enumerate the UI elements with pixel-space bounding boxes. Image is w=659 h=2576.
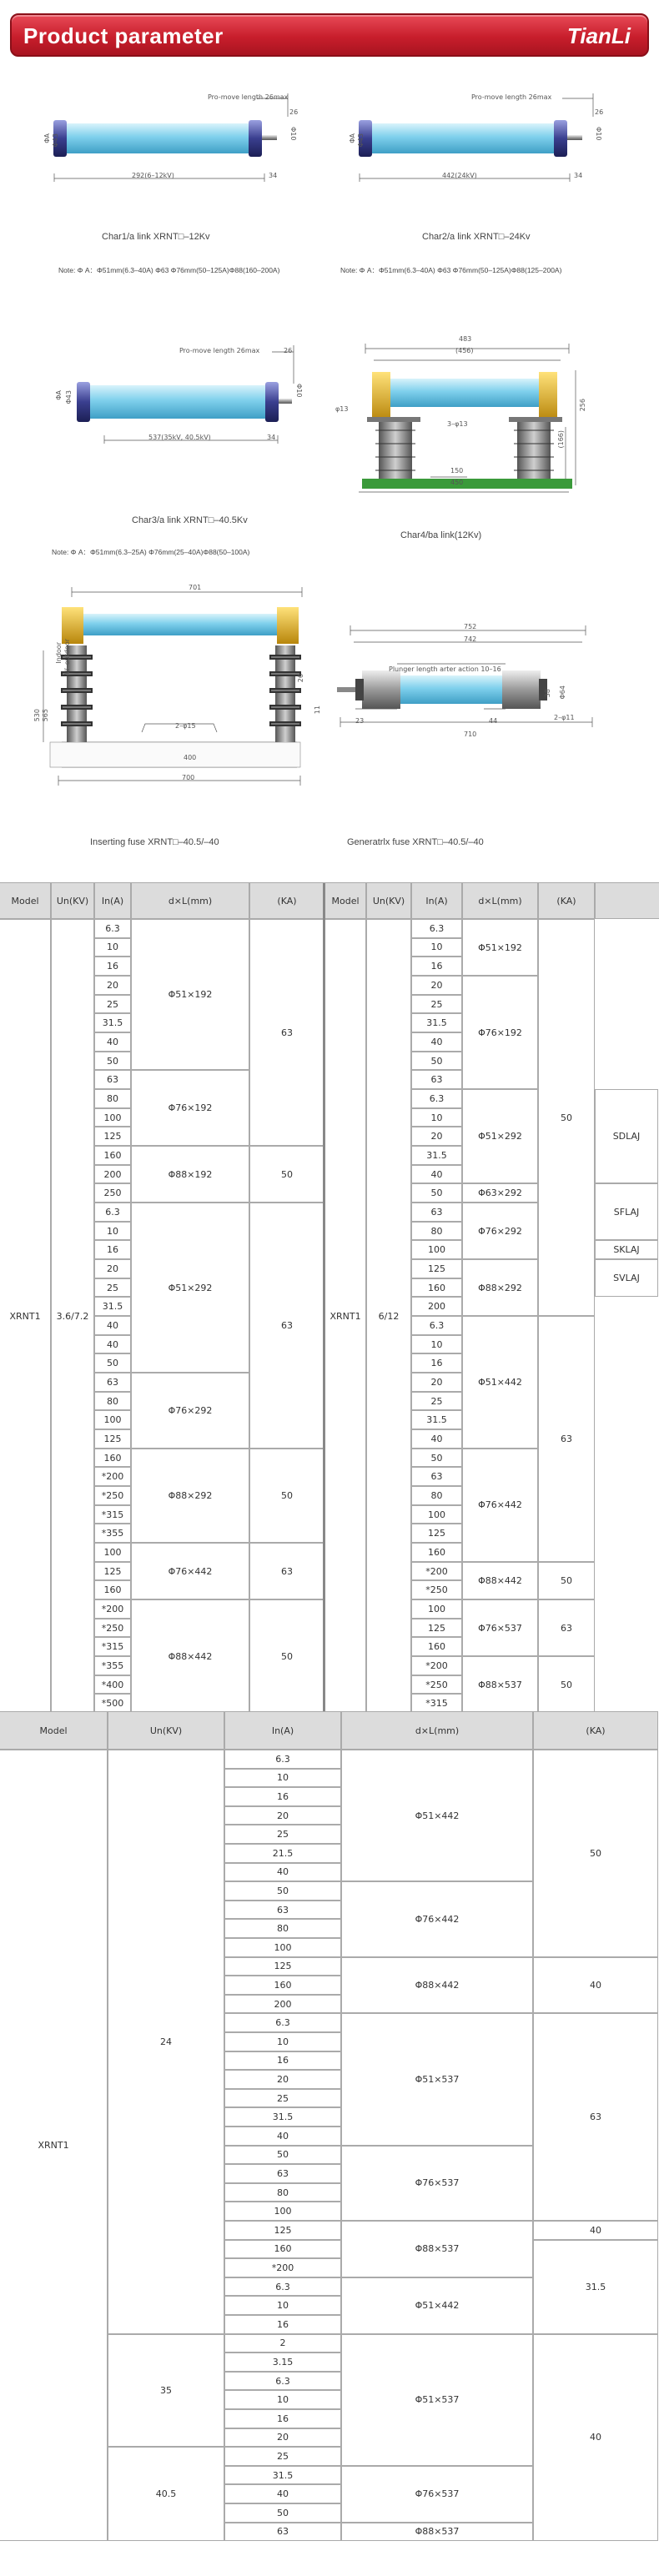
- in-cell: 16: [411, 1353, 462, 1373]
- in-cell: 160: [94, 1580, 131, 1599]
- in-cell: 80: [94, 1089, 131, 1108]
- in-cell: 80: [411, 1486, 462, 1505]
- in-cell: *250: [94, 1619, 131, 1638]
- dl-cell: Φ76×537: [341, 2146, 533, 2221]
- dim-10-2: Φ10: [595, 127, 602, 141]
- dim-43-3: Φ43: [65, 390, 73, 404]
- fuse-drawing-2: [330, 83, 659, 250]
- dim-483: 483: [459, 335, 472, 343]
- in-cell: 160: [94, 1146, 131, 1165]
- dim-26-2: 26: [595, 108, 604, 116]
- dl-cell: Φ88×537: [341, 2523, 533, 2542]
- in-cell: 50: [94, 1052, 131, 1071]
- model-cell: XRNT1: [324, 919, 366, 1713]
- table1-header-8: d×L(mm): [462, 882, 538, 919]
- in-cell: *200: [94, 1599, 131, 1619]
- dl-cell: Φ51×292: [131, 1203, 249, 1373]
- un-cell: 6/12: [366, 919, 411, 1713]
- in-cell: 16: [411, 957, 462, 976]
- in-cell: *200: [94, 1467, 131, 1486]
- in-cell: 200: [94, 1165, 131, 1184]
- un-cell: 24: [108, 1750, 224, 2334]
- in-cell: 31.5: [411, 1146, 462, 1165]
- in-cell: 160: [224, 2240, 341, 2259]
- fuse-drawing-1: [0, 83, 330, 250]
- dim-10-3: Φ10: [295, 384, 303, 398]
- dim-a-2: ΦA: [349, 133, 356, 143]
- side-label-cell: SFLAJ: [595, 1183, 658, 1240]
- table1-header-7: In(A): [411, 882, 462, 919]
- header-banner: [10, 13, 649, 57]
- ka-cell: 63: [249, 1543, 324, 1599]
- in-cell: 20: [94, 1259, 131, 1278]
- dl-cell: Φ76×537: [462, 1599, 538, 1656]
- dim-150: 150: [450, 467, 464, 475]
- dim-length-1: 292(6–12kV): [132, 172, 174, 179]
- ka-cell: 40: [533, 2221, 658, 2240]
- table1-header-blank: [595, 882, 659, 919]
- dl-cell: Φ88×537: [462, 1656, 538, 1713]
- dim-752: 752: [464, 623, 477, 630]
- dl-cell: Φ76×192: [131, 1070, 249, 1146]
- dl-cell: Φ88×192: [131, 1146, 249, 1203]
- in-cell: 50: [224, 2146, 341, 2165]
- ka-cell: 31.5: [533, 2240, 658, 2334]
- in-cell: 25: [94, 1278, 131, 1298]
- in-cell: 10: [224, 2296, 341, 2315]
- ka-cell: 50: [538, 1562, 595, 1599]
- in-cell: 25: [94, 995, 131, 1014]
- dim-10-1: Φ10: [289, 127, 297, 141]
- in-cell: *250: [94, 1486, 131, 1505]
- dl-cell: Φ51×537: [341, 2334, 533, 2466]
- in-cell: 6.3: [94, 919, 131, 938]
- dim-length-2: 442(24kV): [442, 172, 477, 179]
- in-cell: 20: [94, 976, 131, 995]
- in-cell: 125: [224, 1957, 341, 1976]
- in-cell: 20: [224, 2070, 341, 2089]
- ka-cell: 40: [533, 2334, 658, 2542]
- table2-header-1: Un(KV): [108, 1711, 224, 1750]
- in-cell: 10: [224, 2032, 341, 2051]
- dim-166: (166): [557, 430, 565, 449]
- in-cell: 31.5: [411, 1013, 462, 1032]
- in-cell: 6.3: [224, 2013, 341, 2032]
- table1-header-9: (KA): [538, 882, 595, 919]
- in-cell: 16: [224, 2051, 341, 2071]
- ka-cell: 63: [538, 1599, 595, 1656]
- in-cell: 50: [411, 1052, 462, 1071]
- in-cell: 100: [224, 1938, 341, 1957]
- in-cell: 31.5: [411, 1410, 462, 1429]
- dim-530: 530: [33, 709, 41, 722]
- in-cell: 6.3: [224, 2372, 341, 2391]
- dl-cell: Φ51×442: [341, 2277, 533, 2334]
- plunger-label: Plunger length arter action 10–16: [389, 665, 501, 673]
- in-cell: 25: [411, 1392, 462, 1411]
- caption-chart-5: Inserting fuse XRNT□–40.5/–40: [90, 837, 219, 847]
- in-cell: 16: [224, 2409, 341, 2428]
- in-cell: 100: [94, 1543, 131, 1562]
- fuse-drawing-5: [50, 584, 334, 801]
- ka-cell: 63: [249, 1203, 324, 1449]
- in-cell: 40: [224, 2484, 341, 2503]
- in-cell: *250: [411, 1580, 462, 1599]
- in-cell: 31.5: [94, 1297, 131, 1316]
- table2-header-0: Model: [0, 1711, 108, 1750]
- in-cell: 63: [224, 2164, 341, 2183]
- in-cell: *315: [94, 1505, 131, 1524]
- in-cell: 160: [224, 1976, 341, 1995]
- un-cell: 3.6/7.2: [51, 919, 94, 1713]
- in-cell: 10: [224, 2390, 341, 2409]
- promove-label-1: Pro-move length 26max: [208, 93, 289, 101]
- dim-2x15: 2–φ15: [175, 722, 196, 730]
- in-cell: 10: [411, 1108, 462, 1127]
- in-cell: 20: [224, 1806, 341, 1825]
- table1-header-5: Model: [324, 882, 366, 919]
- in-cell: 63: [94, 1373, 131, 1392]
- in-cell: 40: [94, 1335, 131, 1354]
- dim-256: 256: [579, 399, 586, 412]
- ka-cell: 50: [249, 1146, 324, 1203]
- in-cell: 25: [224, 2447, 341, 2466]
- in-cell: *315: [411, 1694, 462, 1713]
- dim-26-6: 26: [297, 674, 304, 683]
- dim-43-1: Φ43: [52, 133, 59, 148]
- in-cell: 125: [411, 1524, 462, 1543]
- dl-cell: Φ88×537: [341, 2221, 533, 2277]
- in-cell: 80: [224, 2183, 341, 2202]
- dl-cell: Φ76×292: [462, 1203, 538, 1259]
- in-cell: 160: [94, 1449, 131, 1468]
- fuse-drawing-3: [0, 334, 330, 475]
- note-1: Note: Φ A：Φ51mm(6.3–40A) Φ63 Φ76mm(50–125A)Φ88(160–200A): [58, 266, 280, 274]
- in-cell: 80: [411, 1222, 462, 1241]
- in-cell: 6.3: [224, 2277, 341, 2297]
- in-cell: 100: [411, 1599, 462, 1619]
- dl-cell: Φ88×442: [341, 1957, 533, 2014]
- un-cell: 35: [108, 2334, 224, 2448]
- in-cell: 40: [411, 1429, 462, 1449]
- in-cell: *200: [411, 1656, 462, 1675]
- dl-cell: Φ51×442: [341, 1750, 533, 1881]
- in-cell: 160: [411, 1637, 462, 1656]
- in-cell: 10: [94, 1222, 131, 1241]
- in-cell: 40: [411, 1032, 462, 1052]
- dim-23: 23: [355, 717, 365, 725]
- in-cell: 63: [411, 1070, 462, 1089]
- table1-divider: [323, 883, 325, 1714]
- in-cell: 125: [411, 1619, 462, 1638]
- table1-header-3: d×L(mm): [131, 882, 249, 919]
- in-cell: 2: [224, 2334, 341, 2353]
- in-cell: 25: [224, 1825, 341, 1844]
- in-cell: 25: [411, 995, 462, 1014]
- in-cell: 3.15: [224, 2353, 341, 2372]
- in-cell: 100: [411, 1505, 462, 1524]
- dl-cell: Φ63×292: [462, 1183, 538, 1203]
- in-cell: 40: [94, 1316, 131, 1335]
- in-cell: 6.3: [411, 1089, 462, 1108]
- in-cell: 63: [411, 1467, 462, 1486]
- in-cell: 100: [411, 1240, 462, 1259]
- in-cell: 31.5: [224, 2107, 341, 2127]
- in-cell: 21.5: [224, 1844, 341, 1863]
- dl-cell: Φ76×292: [131, 1373, 249, 1449]
- label-outdoor: W–outdoor: [63, 639, 71, 675]
- promove-label-3: Pro-move length 26max: [179, 347, 260, 354]
- dl-cell: Φ51×192: [131, 919, 249, 1070]
- in-cell: 125: [94, 1429, 131, 1449]
- dim-11-6: 11: [314, 706, 321, 715]
- in-cell: 50: [224, 2503, 341, 2523]
- table2-header-3: d×L(mm): [341, 1711, 533, 1750]
- ka-cell: 63: [538, 1316, 595, 1562]
- note-2: Note: Φ A：Φ51mm(6.3–40A) Φ63 Φ76mm(50–125A)Φ88(125–200A): [340, 266, 562, 274]
- in-cell: *315: [94, 1637, 131, 1656]
- dim-34-3: 34: [267, 434, 276, 441]
- in-cell: 50: [94, 1353, 131, 1373]
- dl-cell: Φ88×442: [131, 1599, 249, 1713]
- in-cell: 100: [224, 2202, 341, 2221]
- dim-701: 701: [189, 584, 202, 591]
- in-cell: 6.3: [224, 1750, 341, 1769]
- in-cell: 16: [94, 957, 131, 976]
- dim-13: φ13: [335, 405, 349, 413]
- page-title: Product parameter: [23, 23, 224, 48]
- dim-43-2: Φ43: [357, 133, 365, 148]
- dl-cell: Φ76×442: [462, 1449, 538, 1562]
- in-cell: 125: [94, 1127, 131, 1146]
- in-cell: 40: [224, 2127, 341, 2146]
- fuse-drawing-6: [334, 625, 634, 751]
- dl-cell: Φ76×442: [131, 1543, 249, 1599]
- dim-a-1: ΦA: [43, 133, 51, 143]
- in-cell: *200: [411, 1562, 462, 1581]
- dl-cell: Φ51×442: [462, 1316, 538, 1449]
- in-cell: *500: [94, 1694, 131, 1713]
- dim-565: 565: [42, 709, 49, 722]
- in-cell: 16: [224, 2315, 341, 2334]
- dl-cell: Φ88×292: [462, 1259, 538, 1316]
- table2-header-4: (KA): [533, 1711, 658, 1750]
- dl-cell: Φ51×537: [341, 2013, 533, 2145]
- in-cell: 10: [94, 938, 131, 957]
- in-cell: 50: [224, 1881, 341, 1901]
- model-cell: XRNT1: [0, 1750, 108, 2541]
- in-cell: 6.3: [411, 1316, 462, 1335]
- label-indoor: Indoor: [55, 642, 63, 664]
- in-cell: 20: [411, 1373, 462, 1392]
- caption-chart-1: Char1/a link XRNT□–12Kv: [102, 232, 210, 242]
- in-cell: *400: [94, 1675, 131, 1695]
- in-cell: 25: [224, 2089, 341, 2108]
- dim-2x11: 2–φ11: [554, 714, 575, 721]
- dl-cell: Φ88×292: [131, 1449, 249, 1543]
- dl-cell: Φ51×192: [462, 919, 538, 976]
- dim-456: (456): [455, 347, 474, 354]
- dl-cell: Φ88×442: [462, 1562, 538, 1599]
- in-cell: 31.5: [94, 1013, 131, 1032]
- in-cell: 40: [411, 1165, 462, 1184]
- ka-cell: 50: [249, 1449, 324, 1543]
- in-cell: 50: [411, 1449, 462, 1468]
- in-cell: 6.3: [94, 1203, 131, 1222]
- in-cell: 50: [411, 1183, 462, 1203]
- in-cell: 16: [224, 1787, 341, 1806]
- in-cell: 6.3: [411, 919, 462, 938]
- table1-header-4: (KA): [249, 882, 324, 919]
- in-cell: 20: [224, 2428, 341, 2448]
- dim-710: 710: [464, 731, 477, 738]
- in-cell: 125: [224, 2221, 341, 2240]
- in-cell: 40: [224, 1863, 341, 1882]
- dl-cell: Φ76×537: [341, 2466, 533, 2523]
- dl-cell: Φ76×192: [462, 976, 538, 1089]
- in-cell: 63: [94, 1070, 131, 1089]
- note-3: Note: Φ A：Φ51mm(6.3–25A) Φ76mm(25–40A)Φ88(50–100A): [52, 548, 250, 556]
- dim-34-1: 34: [269, 172, 278, 179]
- in-cell: 200: [411, 1297, 462, 1316]
- in-cell: 160: [411, 1278, 462, 1298]
- in-cell: 63: [224, 2523, 341, 2542]
- in-cell: *250: [411, 1675, 462, 1695]
- in-cell: 16: [94, 1240, 131, 1259]
- in-cell: *355: [94, 1656, 131, 1675]
- table1-header-2: In(A): [94, 882, 131, 919]
- ka-cell: 50: [538, 919, 595, 1316]
- in-cell: 10: [411, 938, 462, 957]
- in-cell: 100: [94, 1108, 131, 1127]
- in-cell: 100: [94, 1410, 131, 1429]
- dim-3x13: 3–φ13: [447, 420, 468, 428]
- dim-34-2: 34: [574, 172, 583, 179]
- in-cell: 40: [94, 1032, 131, 1052]
- brand-logo: TianLi: [566, 23, 631, 48]
- in-cell: 125: [94, 1562, 131, 1581]
- dl-cell: Φ76×442: [341, 1881, 533, 1956]
- dim-length-3: 537(35kV, 40.5kV): [148, 434, 211, 441]
- ka-cell: 50: [533, 1750, 658, 1957]
- in-cell: 20: [411, 1127, 462, 1146]
- in-cell: 125: [411, 1259, 462, 1278]
- dim-64: Φ64: [559, 685, 566, 700]
- ka-cell: 50: [538, 1656, 595, 1713]
- caption-chart-6: Generatrlx fuse XRNT□–40.5/–40: [347, 837, 484, 847]
- in-cell: 10: [224, 1769, 341, 1788]
- in-cell: 10: [411, 1335, 462, 1354]
- table1-header-1: Un(KV): [51, 882, 94, 919]
- dim-742: 742: [464, 635, 477, 643]
- model-cell: XRNT1: [0, 919, 51, 1713]
- dim-26-3: 26: [284, 347, 293, 354]
- dim-400: 400: [184, 754, 197, 761]
- in-cell: 31.5: [224, 2466, 341, 2485]
- fuse-drawing-4: [350, 334, 651, 500]
- un-cell: 40.5: [108, 2447, 224, 2541]
- in-cell: 160: [411, 1543, 462, 1562]
- in-cell: *200: [224, 2258, 341, 2277]
- dim-38: 38: [544, 689, 551, 698]
- dim-26-1: 26: [289, 108, 299, 116]
- table1-header-6: Un(KV): [366, 882, 411, 919]
- ka-cell: 63: [533, 2013, 658, 2221]
- dim-a-3: ΦA: [55, 390, 63, 400]
- caption-chart-4: Char4/ba link(12Kv): [400, 530, 482, 540]
- in-cell: 250: [94, 1183, 131, 1203]
- table2-header-2: In(A): [224, 1711, 341, 1750]
- ka-cell: 50: [249, 1599, 324, 1713]
- caption-chart-2: Char2/a link XRNT□–24Kv: [422, 232, 531, 242]
- dim-450: 450: [450, 479, 464, 486]
- dim-700: 700: [182, 774, 195, 781]
- side-label-cell: SDLAJ: [595, 1089, 658, 1183]
- caption-chart-3: Char3/a link XRNT□–40.5Kv: [132, 515, 248, 525]
- dim-44: 44: [489, 717, 498, 725]
- in-cell: 63: [411, 1203, 462, 1222]
- side-label-cell: SVLAJ: [595, 1259, 658, 1297]
- dl-cell: Φ51×292: [462, 1089, 538, 1183]
- table1-header-0: Model: [0, 882, 51, 919]
- in-cell: 80: [224, 1919, 341, 1938]
- side-label-cell: SKLAJ: [595, 1240, 658, 1259]
- in-cell: 200: [224, 1995, 341, 2014]
- in-cell: 20: [411, 976, 462, 995]
- ka-cell: 63: [249, 919, 324, 1146]
- ka-cell: 40: [533, 1957, 658, 2014]
- in-cell: *355: [94, 1524, 131, 1543]
- in-cell: 63: [224, 1901, 341, 1920]
- in-cell: 80: [94, 1392, 131, 1411]
- promove-label-2: Pro-move length 26max: [471, 93, 552, 101]
